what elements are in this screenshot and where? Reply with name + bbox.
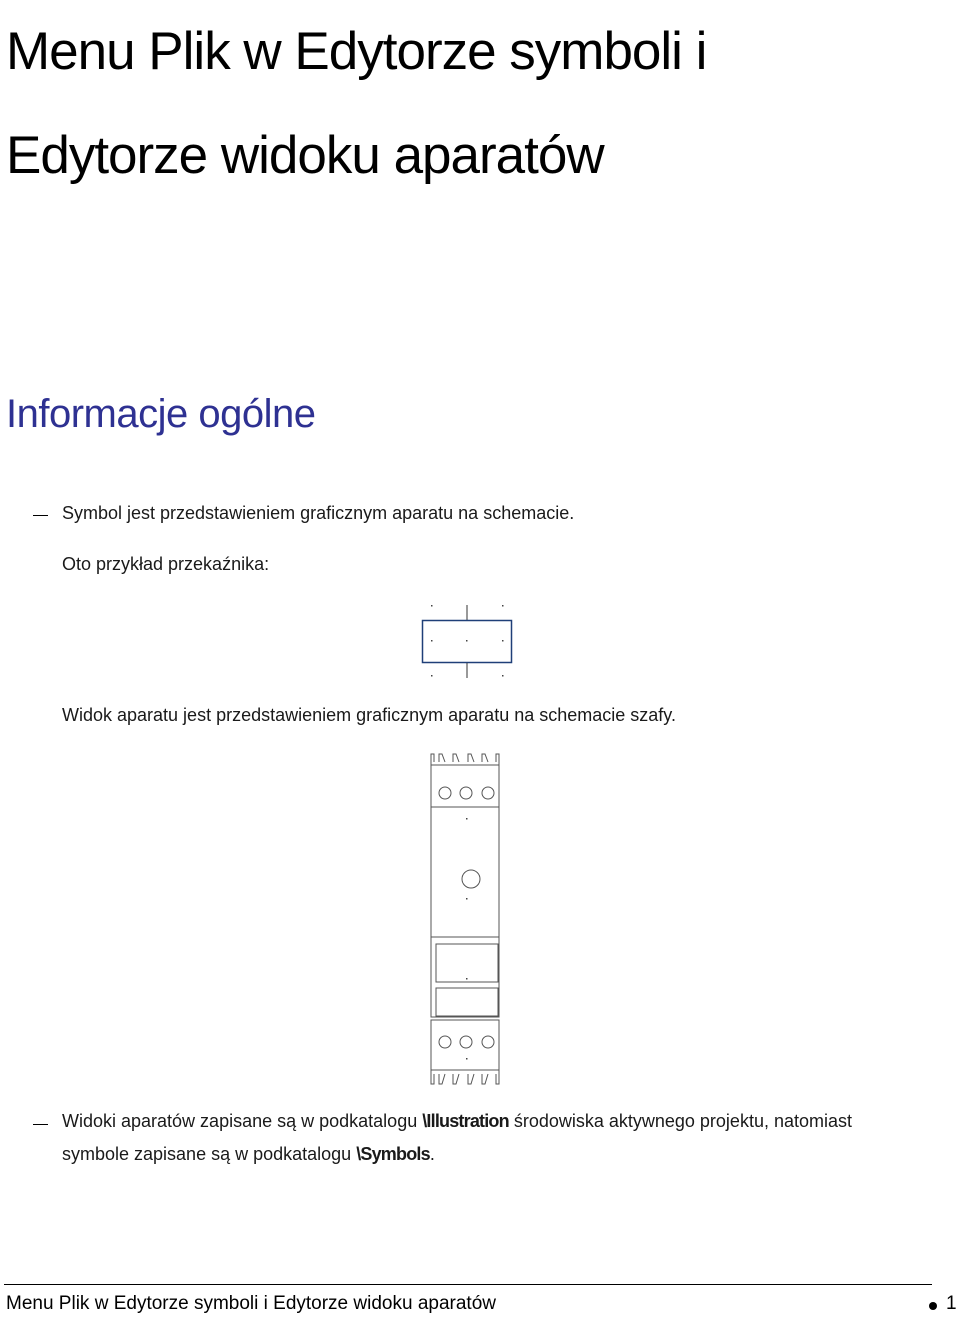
illustration-folder: \Illustration (422, 1111, 509, 1131)
grid-dot (431, 640, 433, 642)
storage-text-2: środowiska aktywnego projektu, natomiast (508, 1111, 852, 1131)
storage-text-3: symbole zapisane są w podkatalogu (62, 1144, 357, 1164)
title-line-1: Menu Plik w Edytorze symboli i (6, 22, 707, 81)
grid-dot (431, 605, 433, 607)
grid-dot (466, 640, 468, 642)
grid-dot (466, 978, 468, 980)
grid-dot (431, 675, 433, 677)
page-title (6, 0, 946, 208)
grid-dot (466, 898, 468, 900)
device-label-lower (436, 988, 498, 1016)
paragraph-storage-info (62, 1105, 942, 1171)
grid-dot (502, 640, 504, 642)
terminal-screw (439, 1036, 451, 1048)
grid-dot (502, 675, 504, 677)
relay-symbol-figure (414, 598, 522, 682)
terminal-screw (460, 787, 472, 799)
title-line-2: Edytorze widoku aparatów (6, 126, 604, 185)
device-label-upper (436, 944, 498, 982)
storage-text-1: Widoki aparatów zapisane są w podkatalogu (62, 1111, 423, 1131)
paragraph-symbol-intro: Symbol jest przedstawieniem graficznym aparatu na schemacie. (62, 503, 575, 523)
symbols-folder: \Symbols (356, 1144, 430, 1164)
paragraph-relay-example: Oto przykład przekaźnika: (62, 554, 270, 574)
device-bottom-terminal-block (431, 1020, 499, 1070)
section-heading: Informacje ogólne (6, 392, 316, 436)
grid-dot (466, 818, 468, 820)
footer-bullet-icon (929, 1302, 937, 1310)
device-top-terminal-block (431, 765, 499, 807)
device-label-area (431, 937, 499, 1017)
terminal-screw (439, 787, 451, 799)
terminal-screw (460, 1036, 472, 1048)
device-top-clips (431, 754, 499, 765)
device-view-figure (426, 750, 506, 1090)
page-number: 1 (946, 1293, 957, 1314)
footer-divider (4, 1284, 932, 1285)
footer-title: Menu Plik w Edytorze symboli i Edytorze widoku aparatów (6, 1293, 496, 1314)
grid-dot (466, 1058, 468, 1060)
dash-bullet-icon (33, 1124, 48, 1125)
storage-end: . (429, 1144, 435, 1164)
grid-dot (502, 605, 504, 607)
dash-bullet-icon (33, 515, 48, 516)
device-bottom-clips (431, 1070, 499, 1084)
paragraph-device-view: Widok aparatu jest przedstawieniem graficznym aparatu na schemacie szafy. (62, 705, 676, 725)
terminal-screw (482, 787, 494, 799)
terminal-screw (482, 1036, 494, 1048)
status-indicator (462, 870, 480, 888)
